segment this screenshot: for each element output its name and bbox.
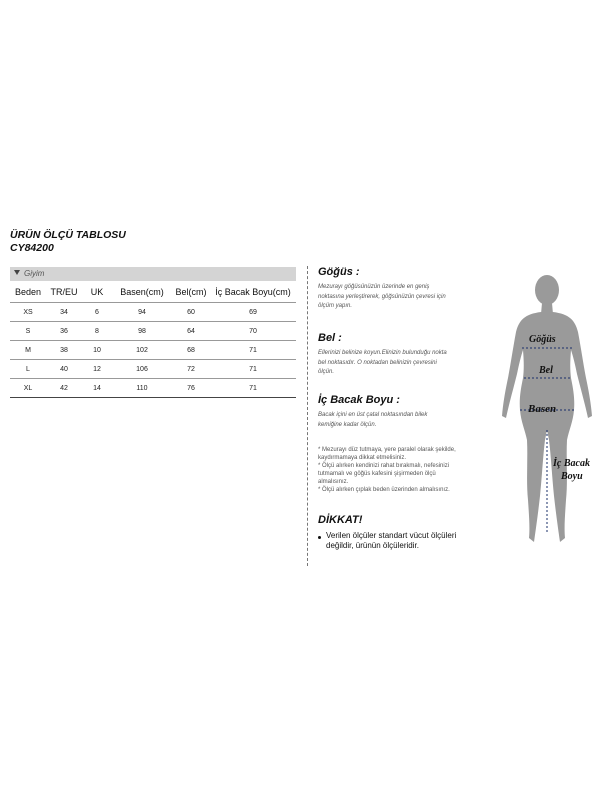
table-cell: 38 — [46, 341, 82, 360]
note-line: * Ölçü alırken çıplak beden üzerinden almalısınız. — [318, 487, 450, 493]
table-cell: L — [10, 360, 46, 379]
table-cell: 71 — [210, 360, 296, 379]
table-header-row — [10, 282, 296, 303]
table-cell: XL — [10, 379, 46, 398]
table-cell: 12 — [82, 360, 112, 379]
table-cell: 10 — [82, 341, 112, 360]
guide-text: Mezurayı göğüsünüzün üzerinde en geniş — [318, 284, 430, 290]
column-header: İç Bacak Boyu(cm) — [210, 282, 296, 303]
figure-label-gogus: Göğüs — [529, 334, 556, 345]
guide-heading: İç Bacak Boyu : — [318, 394, 400, 406]
guide-text: Bacak içini en üst çatal noktasından bilek — [318, 412, 428, 418]
guide-text: Ellerinizi belinize koyun.Elinizin bulunduğu nokta — [318, 350, 447, 356]
bullet-icon — [318, 536, 321, 539]
guide-text: bel noktasıdır. O noktadan belinizin çevresini — [318, 359, 437, 366]
column-header: UK — [82, 282, 112, 303]
guide-text: kemiğine kadar ölçün. — [318, 421, 377, 428]
table-cell: 76 — [172, 379, 210, 398]
table-cell: 36 — [46, 322, 82, 341]
table-cell: 71 — [210, 379, 296, 398]
category-label: Giyim — [24, 269, 45, 278]
table-cell: 71 — [210, 341, 296, 360]
figure-label-ic-bacak: İç Bacak — [553, 458, 590, 469]
body-figure — [495, 270, 600, 560]
guide-text: noktasına yerleştirerek, göğsünüzün çevresi için — [318, 293, 446, 300]
triangle-down-icon — [14, 270, 20, 275]
table-cell: XS — [10, 303, 46, 322]
note-line: almalısınız. — [318, 479, 349, 485]
note-line: kaydırmamaya dikkat etmelisiniz. — [318, 455, 407, 461]
table-row — [10, 360, 296, 379]
table-cell: 94 — [112, 303, 172, 322]
warning-line: Verilen ölçüler standart vücut ölçüleri — [326, 531, 457, 540]
table-cell: 60 — [172, 303, 210, 322]
figure-label-basen: Basen — [528, 403, 557, 415]
table-cell: 68 — [172, 341, 210, 360]
note-line: * Ölçü alırken kendinizi rahat bırakmalı, nefesinizi — [318, 463, 450, 469]
column-header: Basen(cm) — [112, 282, 172, 303]
guide-ic-bacak — [318, 394, 427, 430]
table-cell: 69 — [210, 303, 296, 322]
figure-label-boyu: Boyu — [561, 471, 583, 482]
guide-bel — [318, 332, 447, 378]
table-row — [10, 303, 296, 322]
table-cell: 72 — [172, 360, 210, 379]
table-cell: 70 — [210, 322, 296, 341]
table-cell: S — [10, 322, 46, 341]
table-cell: 14 — [82, 379, 112, 398]
page-title: ÜRÜN ÖLÇÜ TABLOSU — [10, 229, 126, 241]
note-line: * Mezurayı düz tutmaya, yere paralel olarak şekilde, — [318, 447, 456, 453]
table-cell: 40 — [46, 360, 82, 379]
table-cell: 34 — [46, 303, 82, 322]
guide-heading: Bel : — [318, 332, 342, 344]
body-silhouette-icon — [495, 270, 600, 560]
figure-label-bel: Bel — [539, 365, 553, 376]
guide-text: ölçün. — [318, 369, 335, 375]
guide-heading: Göğüs : — [318, 266, 360, 278]
warning-line: değildir, ürünün ölçüleridir. — [326, 541, 419, 550]
table-row — [10, 379, 296, 398]
table-cell: 64 — [172, 322, 210, 341]
column-header: TR/EU — [46, 282, 82, 303]
guide-notes — [318, 446, 456, 494]
warning-block — [318, 514, 456, 551]
guide-gogus — [318, 266, 446, 312]
column-header: Bel(cm) — [172, 282, 210, 303]
warning-text — [318, 531, 456, 551]
table-cell: 42 — [46, 379, 82, 398]
size-table — [10, 282, 296, 398]
table-row — [10, 322, 296, 341]
table-cell: 106 — [112, 360, 172, 379]
section-divider — [307, 266, 308, 566]
note-line: tutmamalı ve göğüs kafesini şişirmeden ölçü — [318, 471, 436, 477]
column-header: Beden — [10, 282, 46, 303]
guide-text: ölçüm yapın. — [318, 303, 353, 309]
warning-heading: DİKKAT! — [318, 514, 363, 526]
table-row — [10, 341, 296, 360]
table-cell: M — [10, 341, 46, 360]
table-cell: 98 — [112, 322, 172, 341]
product-code: CY84200 — [10, 242, 54, 254]
table-cell: 8 — [82, 322, 112, 341]
category-bar[interactable] — [10, 267, 296, 281]
table-cell: 110 — [112, 379, 172, 398]
table-cell: 6 — [82, 303, 112, 322]
title-block — [10, 229, 126, 255]
table-cell: 102 — [112, 341, 172, 360]
